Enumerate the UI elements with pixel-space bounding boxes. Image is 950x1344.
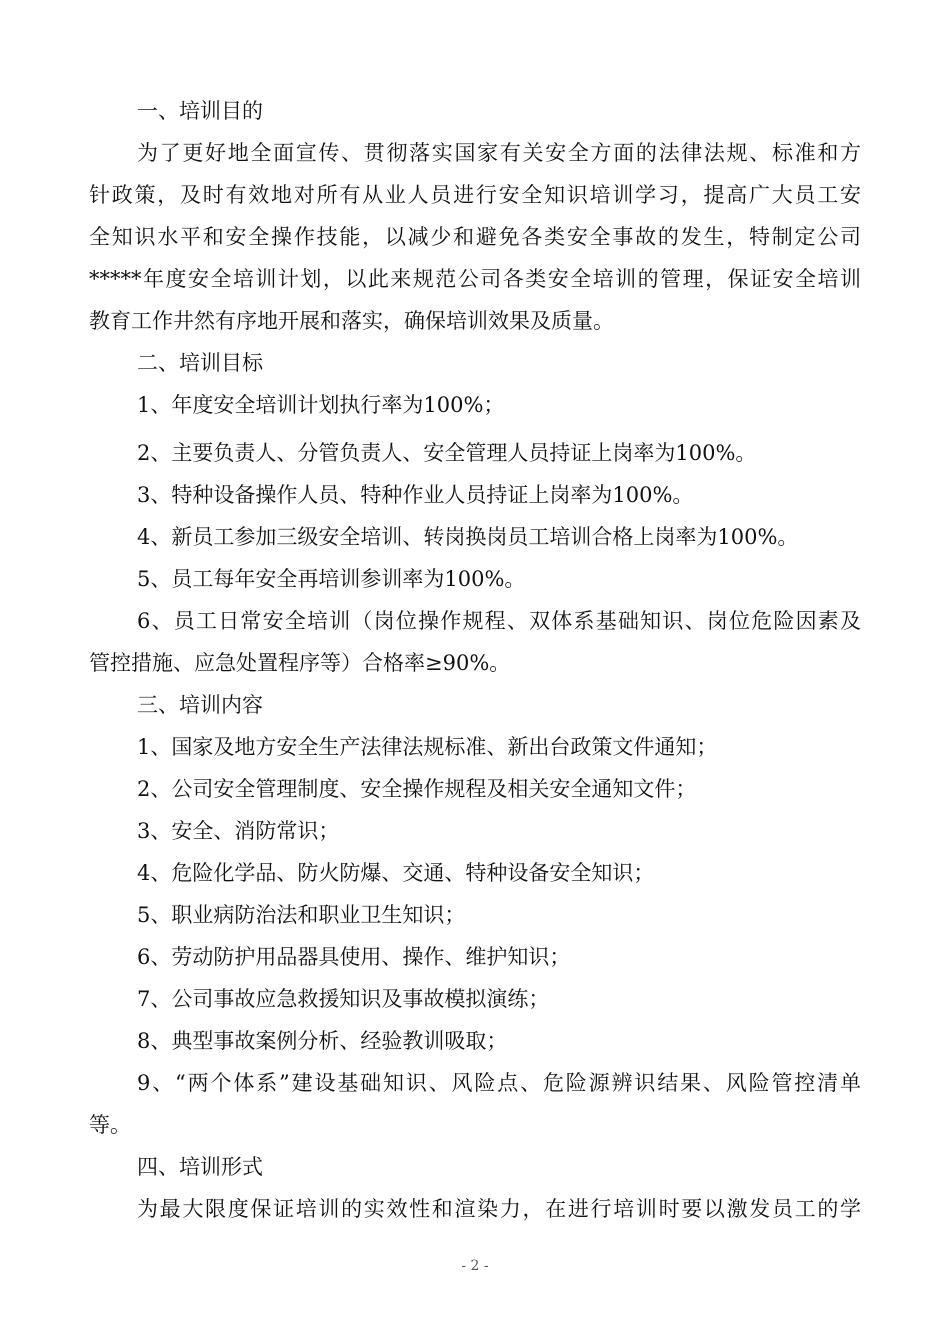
goal-item: 5、员工每年安全再培训参训率为100%。	[137, 567, 526, 591]
content-item: 1、国家及地方安全生产法律法规标准、新出台政策文件通知；	[137, 735, 718, 759]
section-heading-goals: 二、培训目标	[137, 351, 263, 375]
content-item: 9、“两个体系”建设基础知识、风险点、危险源辨识结果、风险管控清单	[137, 1071, 861, 1095]
content-item: 5、职业病防治法和职业卫生知识；	[137, 903, 466, 927]
goal-item-continued: 管控措施、应急处置程序等）合格率≥90%。	[89, 651, 511, 675]
paragraph-line: 针政策，及时有效地对所有从业人员进行安全知识培训学习，提高广大员工安	[89, 183, 861, 207]
paragraph-line: 为最大限度保证培训的实效性和渲染力，在进行培训时要以激发员工的学	[137, 1197, 861, 1221]
content-item-continued: 等。	[89, 1113, 131, 1137]
paragraph-line: *****年度安全培训计划，以此来规范公司各类安全培训的管理，保证安全培训	[89, 267, 861, 291]
section-heading-content: 三、培训内容	[137, 693, 263, 717]
document-body	[89, 90, 861, 1230]
content-item: 4、危险化学品、防火防爆、交通、特种设备安全知识；	[137, 861, 655, 885]
content-item: 7、公司事故应急救援知识及事故模拟演练；	[137, 987, 550, 1011]
paragraph-line: 教育工作井然有序地开展和落实，确保培训效果及质量。	[89, 309, 614, 333]
page-number: - 2 -	[461, 1258, 489, 1274]
content-item: 3、安全、消防常识；	[137, 819, 340, 843]
goal-item: 2、主要负责人、分管负责人、安全管理人员持证上岗率为100%。	[137, 441, 757, 465]
goal-item: 6、员工日常安全培训（岗位操作规程、双体系基础知识、岗位危险因素及	[137, 609, 861, 633]
content-item: 8、典型事故案例分析、经验教训吸取；	[137, 1029, 508, 1053]
goal-item: 4、新员工参加三级安全培训、转岗换岗员工培训合格上岗率为100%。	[137, 525, 799, 549]
paragraph-line: 为了更好地全面宣传、贯彻落实国家有关安全方面的法律法规、标准和方	[137, 141, 861, 165]
section-heading-purpose: 一、培训目的	[137, 99, 263, 123]
paragraph-line: 全知识水平和安全操作技能，以减少和避免各类安全事故的发生，特制定公司	[89, 225, 861, 249]
content-item: 2、公司安全管理制度、安全操作规程及相关安全通知文件；	[137, 777, 697, 801]
goal-item: 3、特种设备操作人员、特种作业人员持证上岗率为100%。	[137, 483, 694, 507]
goal-item: 1、年度安全培训计划执行率为100%；	[137, 393, 505, 417]
section-heading-format: 四、培训形式	[137, 1155, 263, 1179]
content-item: 6、劳动防护用品器具使用、操作、维护知识；	[137, 945, 571, 969]
